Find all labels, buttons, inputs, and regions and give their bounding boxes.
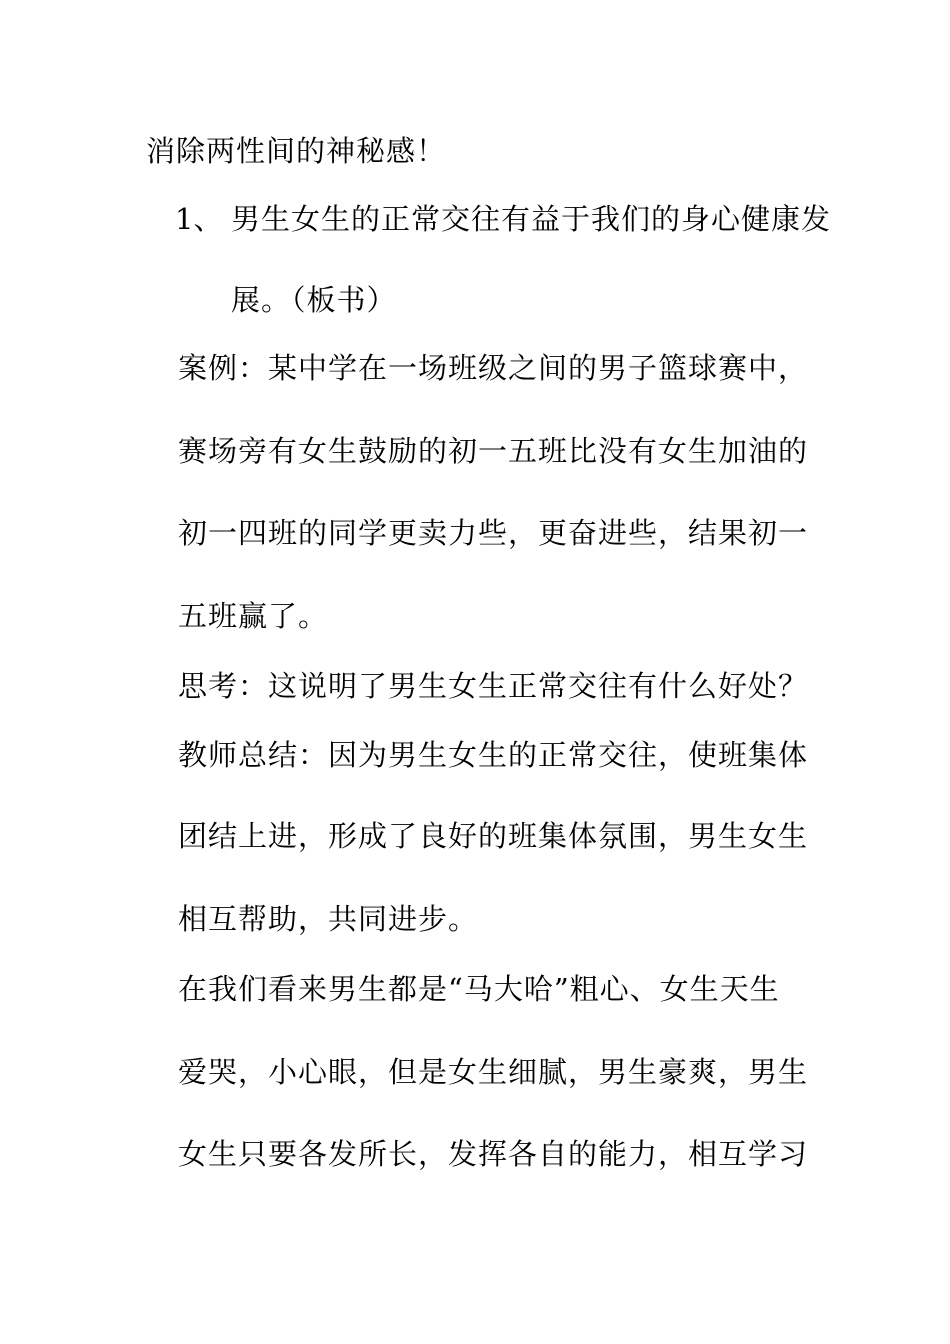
case-line: 案例：某中学在一场班级之间的男子篮球赛中， [178,351,809,385]
summary-line: 教师总结：因为男生女生的正常交往，使班集体 [178,738,809,772]
paragraph-line: 女生只要各发所长，发挥各自的能力，相互学习 [178,1137,809,1171]
case-line: 赛场旁有女生鼓励的初一五班比没有女生加油的 [178,434,809,468]
case-line: 五班赢了。 [178,599,329,633]
summary-line: 相互帮助，共同进步。 [178,902,479,936]
case-line: 初一四班的同学更卖力些，更奋进些，结果初一 [178,516,809,550]
paragraph-line: 爱哭，小心眼，但是女生细腻，男生豪爽，男生 [178,1055,809,1089]
intro-line: 消除两性间的神秘感！ [146,134,447,168]
list-item-line: 展。（板书） [231,283,397,317]
list-number: 1、 [175,202,223,236]
list-item-line: 男生女生的正常交往有益于我们的身心健康发 [231,202,832,236]
think-question: 思考：这说明了男生女生正常交往有什么好处？ [178,669,809,703]
summary-line: 团结上进，形成了良好的班集体氛围，男生女生 [178,819,809,853]
paragraph-line: 在我们看来男生都是“马大哈”粗心、女生天生 [178,972,780,1006]
